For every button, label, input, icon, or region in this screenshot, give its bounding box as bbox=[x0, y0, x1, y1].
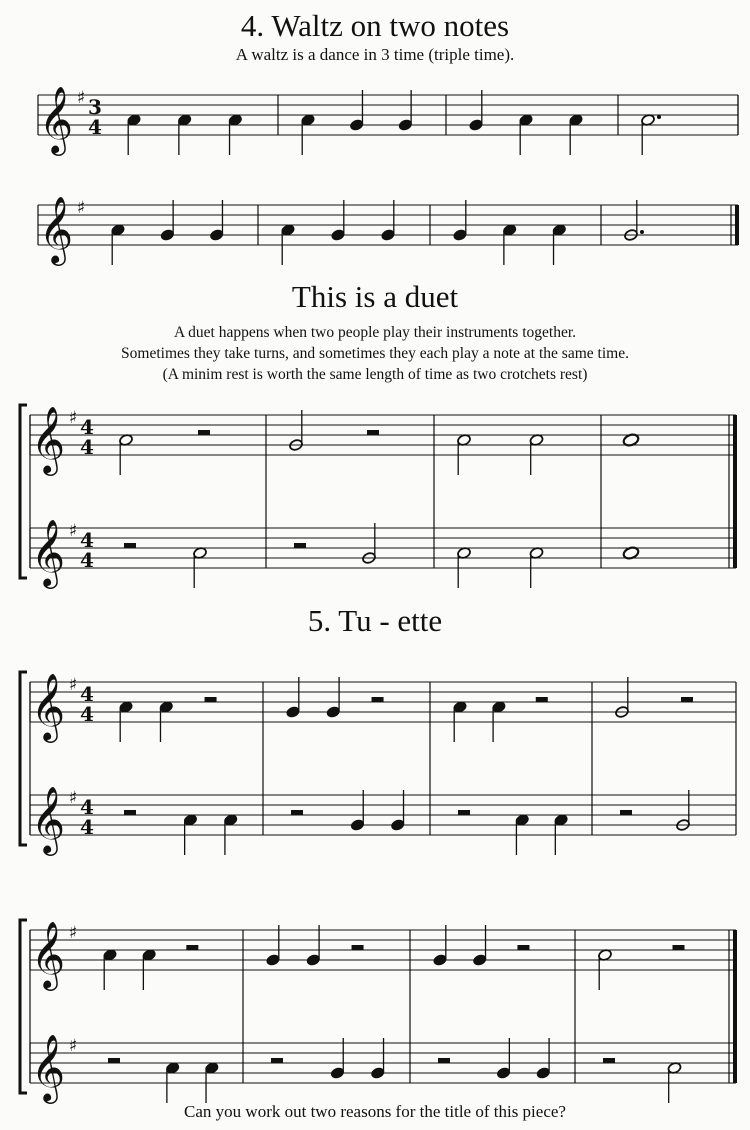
treble-clef-icon: 𝄞 bbox=[30, 518, 66, 586]
crotchet-note bbox=[306, 925, 321, 966]
minim-rest bbox=[367, 430, 379, 435]
minim-rest bbox=[198, 430, 210, 435]
treble-clef-icon: 𝄞 bbox=[30, 672, 66, 740]
crotchet-note bbox=[330, 1038, 345, 1079]
treble-clef-icon: 𝄞 bbox=[30, 405, 66, 473]
final-barline-thick bbox=[735, 205, 739, 245]
minim-rest bbox=[124, 543, 136, 548]
treble-clef-icon: 𝄞 bbox=[30, 785, 66, 853]
final-barline-thick bbox=[733, 930, 737, 1083]
crotchet-note bbox=[496, 1038, 511, 1079]
minim-note bbox=[598, 949, 613, 990]
crotchet-note bbox=[370, 1038, 385, 1079]
crotchet-note bbox=[554, 814, 569, 855]
crotchet-note bbox=[350, 790, 365, 831]
crotchet-note bbox=[552, 224, 567, 265]
key-signature-sharp-icon: ♯ bbox=[68, 1036, 78, 1056]
crotchet-note bbox=[331, 200, 346, 241]
crotchet-note bbox=[301, 114, 316, 155]
time-signature-top: 3 bbox=[88, 95, 102, 119]
time-signature-bottom: 4 bbox=[80, 435, 94, 459]
time-signature-top: 4 bbox=[80, 795, 94, 819]
crotchet-note bbox=[349, 90, 364, 131]
crotchet-note bbox=[453, 200, 468, 241]
crotchet-note bbox=[228, 114, 243, 155]
time-signature-bottom: 4 bbox=[80, 548, 94, 572]
treble-clef-icon: 𝄞 bbox=[30, 920, 66, 988]
crotchet-note bbox=[286, 677, 301, 718]
minim-rest bbox=[673, 945, 685, 950]
minim-note bbox=[529, 547, 544, 588]
minim-note bbox=[529, 434, 544, 475]
minim-rest bbox=[536, 697, 548, 702]
dot bbox=[640, 230, 644, 234]
crotchet-note bbox=[491, 701, 506, 742]
treble-clef-icon: 𝄞 bbox=[30, 1033, 66, 1101]
minim-rest bbox=[271, 1058, 283, 1063]
minim-note bbox=[119, 434, 134, 475]
crotchet-note bbox=[472, 925, 487, 966]
minim-rest bbox=[603, 1058, 615, 1063]
minim-rest bbox=[294, 543, 306, 548]
crotchet-note bbox=[515, 814, 530, 855]
crotchet-note bbox=[519, 114, 534, 155]
key-signature-sharp-icon: ♯ bbox=[68, 675, 78, 695]
minim-rest bbox=[205, 697, 217, 702]
duet-line-3: (A minim rest is worth the same length of time as two crotchets rest) bbox=[162, 366, 588, 383]
crotchet-note bbox=[119, 701, 134, 742]
minim-rest bbox=[438, 1058, 450, 1063]
minim-note bbox=[193, 547, 208, 588]
piece5-title: 5. Tu - ette bbox=[307, 603, 443, 638]
duet-line-2: Sometimes they take turns, and sometimes they each play a note at the same time. bbox=[121, 345, 629, 362]
crotchet-note bbox=[536, 1038, 551, 1079]
crotchet-note bbox=[469, 90, 484, 131]
crotchet-note bbox=[204, 1062, 219, 1103]
crotchet-note bbox=[453, 701, 468, 742]
key-signature-sharp-icon: ♯ bbox=[68, 521, 78, 541]
key-signature-sharp-icon: ♯ bbox=[76, 198, 86, 218]
crotchet-note bbox=[433, 925, 448, 966]
treble-clef-icon: 𝄞 bbox=[38, 195, 74, 263]
crotchet-note bbox=[177, 114, 192, 155]
crotchet-note bbox=[223, 814, 238, 855]
crotchet-note bbox=[381, 200, 396, 241]
time-signature-bottom: 4 bbox=[88, 115, 102, 139]
crotchet-note bbox=[159, 701, 174, 742]
minim-rest bbox=[352, 945, 364, 950]
crotchet-note bbox=[111, 224, 126, 265]
key-signature-sharp-icon: ♯ bbox=[68, 788, 78, 808]
crotchet-note bbox=[165, 1062, 180, 1103]
final-barline-thick bbox=[733, 415, 737, 568]
treble-clef-icon: 𝄞 bbox=[38, 85, 74, 153]
piece4-subtitle: A waltz is a dance in 3 time (triple time). bbox=[235, 45, 515, 64]
minim-rest bbox=[458, 810, 470, 815]
piece5-question: Can you work out two reasons for the title of this piece? bbox=[184, 1102, 566, 1121]
duet-title: This is a duet bbox=[291, 279, 459, 314]
time-signature-top: 4 bbox=[80, 682, 94, 706]
crotchet-note bbox=[266, 925, 281, 966]
minim-note bbox=[457, 547, 472, 588]
time-signature-bottom: 4 bbox=[80, 702, 94, 726]
key-signature-sharp-icon: ♯ bbox=[68, 923, 78, 943]
time-signature-top: 4 bbox=[80, 528, 94, 552]
crotchet-note bbox=[502, 224, 517, 265]
minim-rest bbox=[372, 697, 384, 702]
crotchet-note bbox=[183, 814, 198, 855]
time-signature-bottom: 4 bbox=[80, 815, 94, 839]
minim-rest bbox=[517, 945, 529, 950]
key-signature-sharp-icon: ♯ bbox=[68, 408, 78, 428]
minim-note bbox=[641, 114, 661, 155]
minim-rest bbox=[681, 697, 693, 702]
system-bracket bbox=[20, 920, 27, 1093]
crotchet-note bbox=[209, 200, 224, 241]
minim-rest bbox=[108, 1058, 120, 1063]
system-bracket bbox=[20, 672, 27, 845]
duet-line-1: A duet happens when two people play their instruments together. bbox=[173, 324, 577, 341]
crotchet-note bbox=[398, 90, 413, 131]
crotchet-note bbox=[281, 224, 296, 265]
minim-rest bbox=[291, 810, 303, 815]
time-signature-top: 4 bbox=[80, 415, 94, 439]
crotchet-note bbox=[103, 949, 118, 990]
minim-note bbox=[667, 1062, 682, 1103]
crotchet-note bbox=[142, 949, 157, 990]
crotchet-note bbox=[326, 677, 341, 718]
crotchet-note bbox=[390, 790, 405, 831]
crotchet-note bbox=[160, 200, 175, 241]
system-bracket bbox=[20, 405, 27, 578]
minim-rest bbox=[124, 810, 136, 815]
minim-rest bbox=[186, 945, 198, 950]
key-signature-sharp-icon: ♯ bbox=[76, 88, 86, 108]
dot bbox=[657, 115, 661, 119]
crotchet-note bbox=[569, 114, 584, 155]
crotchet-note bbox=[127, 114, 142, 155]
piece4-title: 4. Waltz on two notes bbox=[240, 8, 510, 43]
minim-note bbox=[457, 434, 472, 475]
minim-rest bbox=[620, 810, 632, 815]
